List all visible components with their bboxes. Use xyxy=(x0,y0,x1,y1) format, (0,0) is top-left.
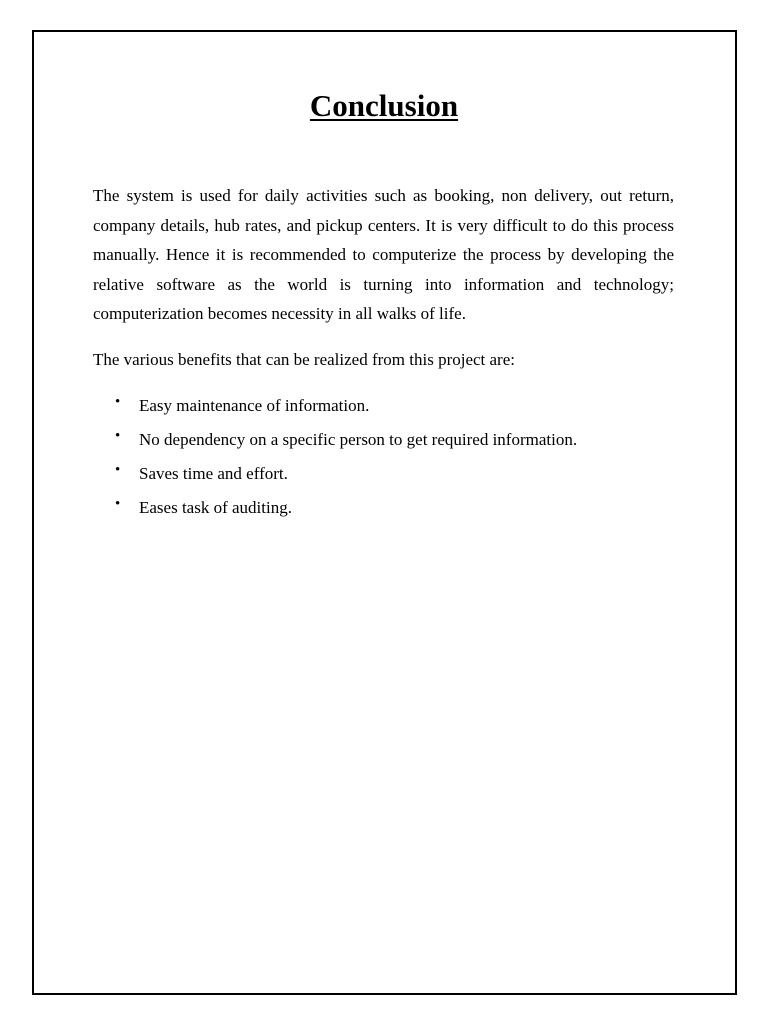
bullet-icon: • xyxy=(115,462,121,478)
benefits-intro-paragraph: The various benefits that can be realized from this project are: xyxy=(93,350,515,369)
conclusion-paragraph: The system is used for daily activities such as booking, non delivery, out return, company details, hub rates, and pickup centers. It is very difficult to do this process manually. Hence it is recommended to computerize the process by developing the relative software as the world is turning into information and technology; computerization becomes necessity in all walks of life. xyxy=(93,186,674,323)
bullet-icon: • xyxy=(115,394,121,410)
benefit-text: Saves time and effort. xyxy=(139,464,288,483)
bullet-icon: • xyxy=(115,428,121,444)
list-item xyxy=(93,460,674,494)
list-item xyxy=(93,426,674,460)
benefits-list xyxy=(93,392,674,528)
list-item xyxy=(93,392,674,426)
bullet-icon: • xyxy=(115,496,121,512)
list-item xyxy=(93,494,674,528)
page-title: Conclusion xyxy=(309,88,459,123)
benefit-text: Easy maintenance of information. xyxy=(139,396,370,415)
benefit-text: Eases task of auditing. xyxy=(139,498,292,517)
benefit-text: No dependency on a specific person to get required information. xyxy=(139,430,578,449)
